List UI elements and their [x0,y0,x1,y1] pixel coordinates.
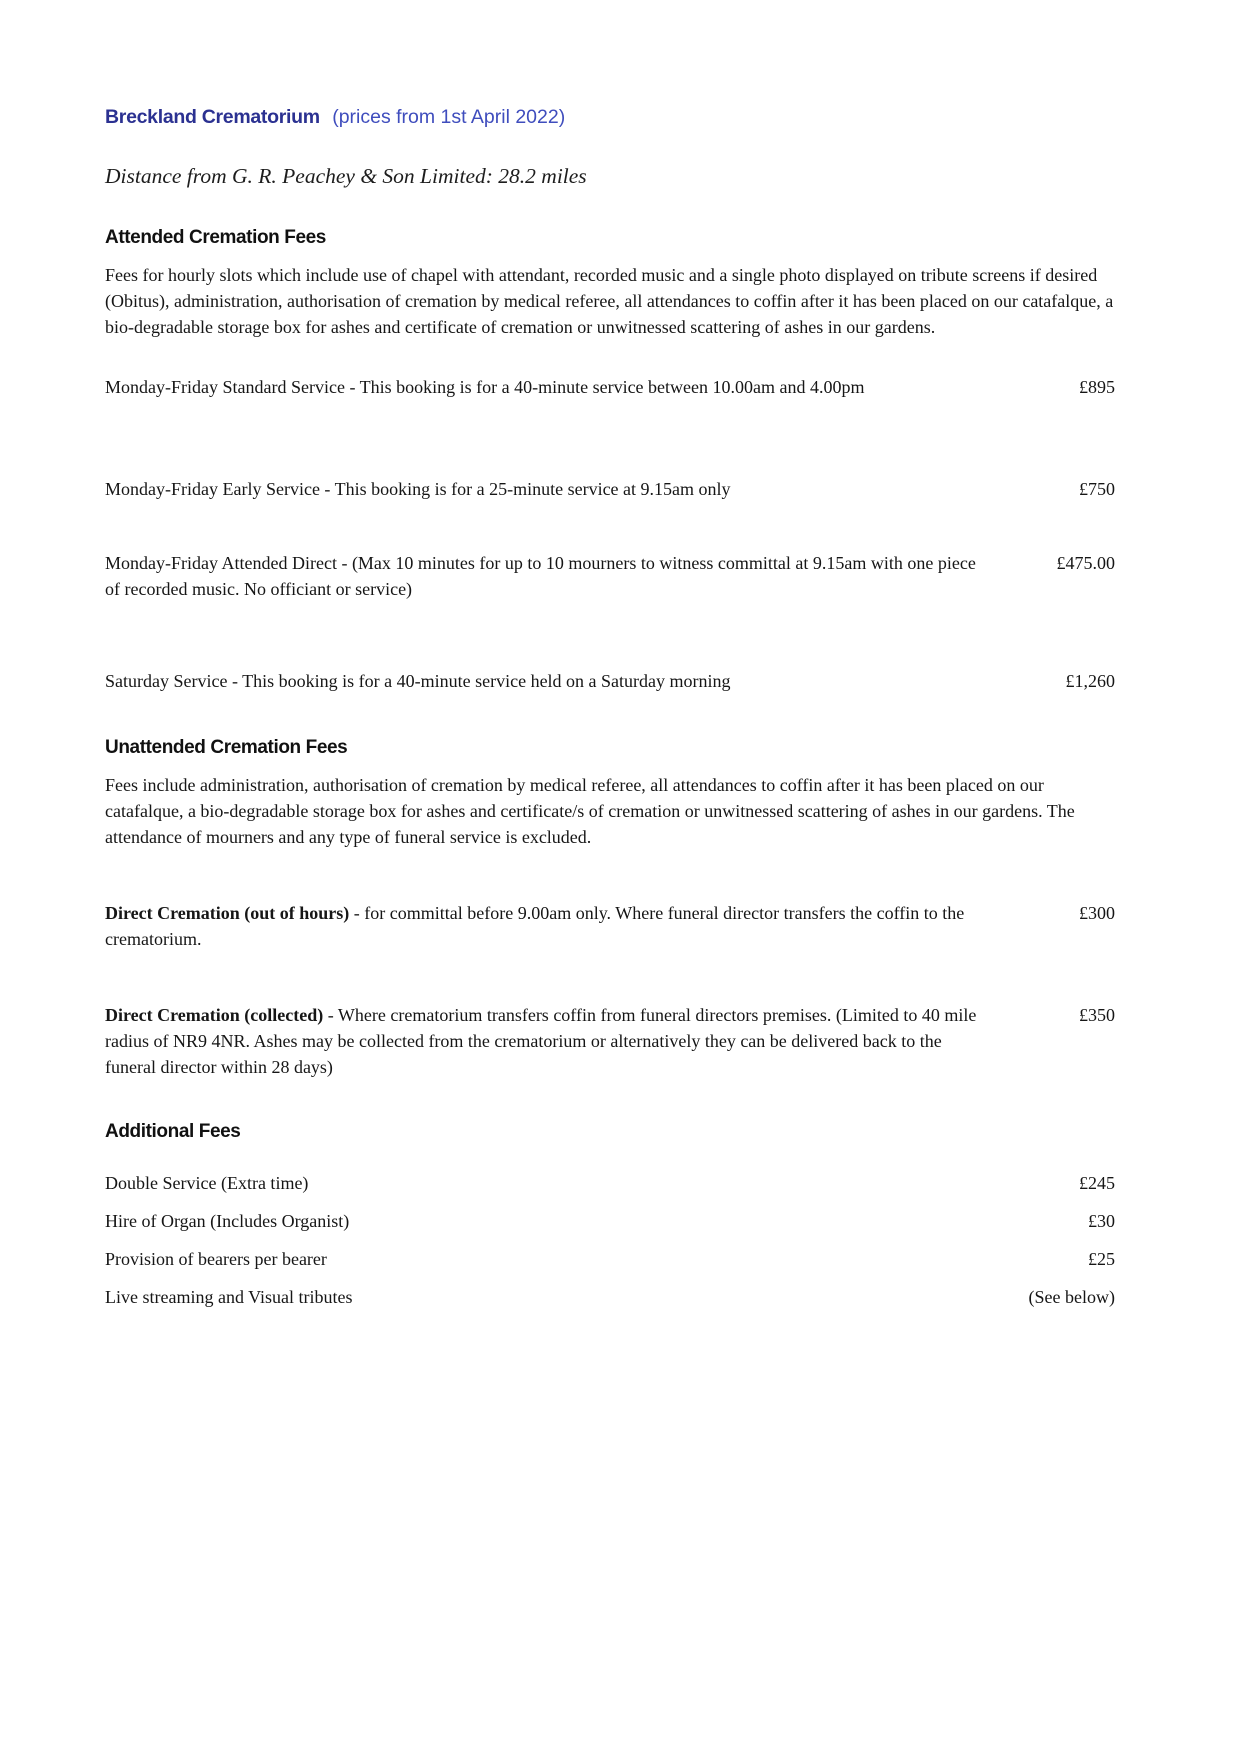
fee-row-standard-service [105,374,1115,400]
fee-description [105,900,977,952]
heading-attended-cremation-fees: Attended Cremation Fees [105,227,326,248]
fee-text: Monday-Friday Standard Service - This booking is for a 40-minute service between 10.00am and 4.00pm [105,377,865,397]
fee-text: Provision of bearers per bearer [105,1249,327,1269]
fee-price: £750 [1079,479,1115,499]
fee-row-provision-of-bearers [105,1246,1115,1272]
fee-text: Live streaming and Visual tributes [105,1287,353,1307]
fee-text: Hire of Organ (Includes Organist) [105,1211,350,1231]
fee-price: £895 [1079,377,1115,397]
fee-price: £475.00 [1056,553,1115,573]
attended-intro-paragraph: Fees for hourly slots which include use of chapel with attendant, recorded music and a single photo displayed on tribute screens if desired (Obitus), administration, authorisation of cremation by medical referee, all attendances to coffin after it has been placed on our catafalque, a bio-degradable storage box for ashes and certificate of cremation or unwitnessed scattering of ashes in our gardens. [105,265,1114,337]
fee-text: Monday-Friday Early Service - This booking is for a 25-minute service at 9.15am only [105,479,731,499]
heading-additional-fees: Additional Fees [105,1121,241,1142]
fee-description [105,1284,977,1310]
fee-description [105,1170,977,1196]
fee-text: Monday-Friday Attended Direct - (Max 10 minutes for up to 10 mourners to witness committal at 9.15am with one piece of recorded music. No officiant or service) [105,553,976,599]
fee-row-saturday-service [105,668,1115,694]
fee-text-bold: Direct Cremation (out of hours) [105,903,350,923]
fee-description [105,668,977,694]
distance-subtitle: Distance from G. R. Peachey & Son Limited: 28.2 miles [105,164,587,188]
fee-description [105,1246,977,1272]
fee-description [105,1208,977,1234]
fee-text: - for committal before 9.00am only. Where funeral director transfers the coffin to the crematorium. [105,903,965,949]
fee-text: Double Service (Extra time) [105,1173,309,1193]
unattended-intro-paragraph: Fees include administration, authorisation of cremation by medical referee, all attendances to coffin after it has been placed on our catafalque, a bio-degradable storage box for ashes and certificate/s of cremation or unwitnessed scattering of ashes in our gardens. The attendance of mourners and any type of funeral service is excluded. [105,775,1075,847]
fee-price: £245 [1079,1173,1115,1193]
heading-unattended-cremation-fees: Unattended Cremation Fees [105,737,348,758]
fee-description [105,550,977,602]
fee-price: £350 [1079,1005,1115,1025]
crematorium-name: Breckland Crematorium [105,106,320,128]
fee-text: - Where crematorium transfers coffin from funeral directors premises. (Limited to 40 mile radius of NR9 4NR. Ashes may be collected from the crematorium or alternatively they can be delivered back to the funeral director within 28 days) [105,1005,977,1077]
fee-price: £30 [1088,1211,1115,1231]
fee-row-double-service [105,1170,1115,1196]
fee-price: £1,260 [1065,671,1115,691]
fee-row-attended-direct [105,550,1115,602]
prices-from-note: (prices from 1st April 2022) [332,106,566,128]
fee-description [105,476,977,502]
fee-description [105,374,977,400]
fee-row-live-streaming [105,1284,1115,1310]
page-title [105,0,1115,130]
fee-price: (See below) [1028,1287,1115,1307]
fee-row-hire-of-organ [105,1208,1115,1234]
fee-price: £300 [1079,903,1115,923]
fee-text: Saturday Service - This booking is for a 40-minute service held on a Saturday morning [105,671,731,691]
fee-description [105,1002,977,1080]
fee-row-direct-cremation-out-of-hours [105,900,1115,952]
fee-row-direct-cremation-collected [105,1002,1115,1080]
fee-row-early-service [105,476,1115,502]
fee-price: £25 [1088,1249,1115,1269]
fee-text-bold: Direct Cremation (collected) [105,1005,324,1025]
